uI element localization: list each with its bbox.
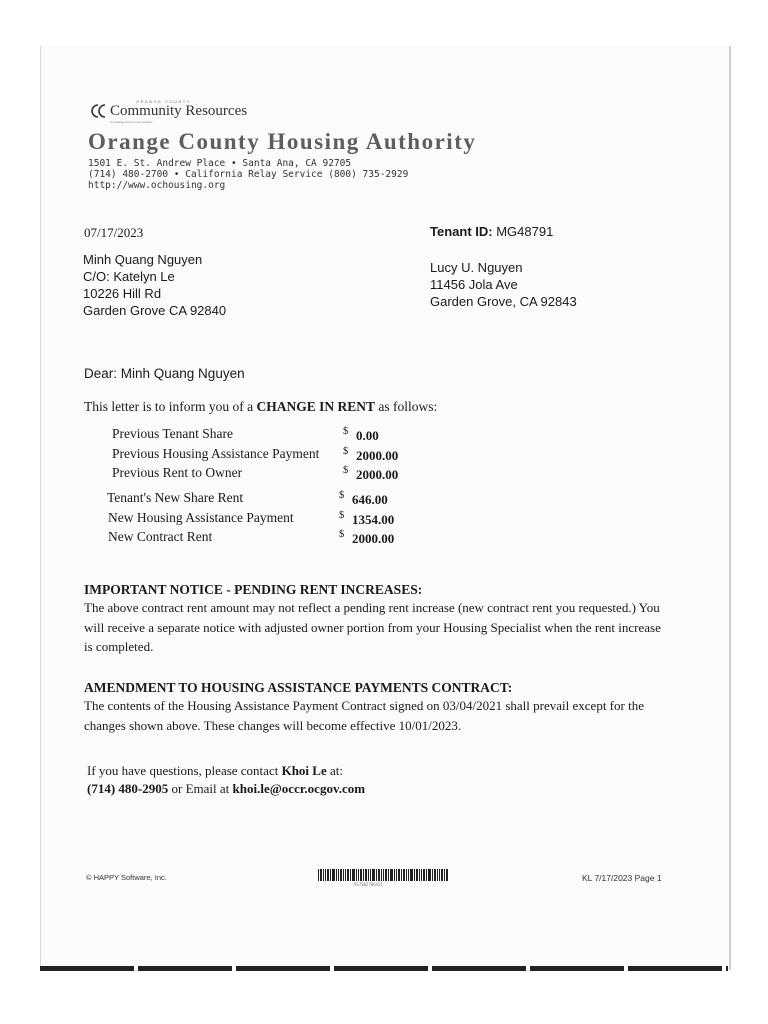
rent-label: New Housing Assistance Payment xyxy=(108,510,294,525)
cc-logo-icon xyxy=(88,102,112,120)
rent-amount: 2000.00 xyxy=(352,531,395,546)
tenant-id xyxy=(430,224,553,239)
dollar-sign: $ xyxy=(343,465,349,476)
logo-name: Community Resources xyxy=(110,103,248,119)
recipient-address-line: Minh Quang Nguyen xyxy=(83,252,203,267)
notice-line: is completed. xyxy=(84,639,154,654)
contact-text: If you have questions, please contact xyxy=(87,763,279,778)
dollar-sign: $ xyxy=(339,510,345,521)
tenant-address-line: Lucy U. Nguyen xyxy=(430,260,523,275)
rent-amount: 2000.00 xyxy=(356,467,399,482)
intro-before: This letter is to inform you of a xyxy=(84,399,254,414)
notice-paragraph xyxy=(84,598,684,657)
contact-email: khoi.le@occr.ocgov.com xyxy=(232,781,366,796)
amendment-line: The contents of the Housing Assistance Payment Contract signed on 03/04/2021 shall prevail except for the xyxy=(84,698,644,713)
tenant-id-label: Tenant ID: xyxy=(430,224,493,239)
contact-name: Khoi Le xyxy=(281,763,327,778)
rent-label: Previous Tenant Share xyxy=(112,426,234,441)
organization-website: http://www.ochousing.org xyxy=(88,180,226,191)
footer-meta: KL 7/17/2023 Page 1 xyxy=(582,873,662,883)
contact-line-2 xyxy=(87,781,365,797)
recipient-address-line: 10226 Hill Rd xyxy=(83,286,162,301)
logo-small-top-text: ORANGE COUNTY xyxy=(136,99,191,104)
rent-row xyxy=(108,510,428,530)
organization-phone: (714) 480-2700 • California Relay Service (800) 735-2929 xyxy=(88,169,409,180)
amendment-paragraph xyxy=(84,696,684,735)
rent-row xyxy=(107,490,427,510)
letter-date: 07/17/2023 xyxy=(84,225,144,240)
page-bottom-edge xyxy=(40,966,728,971)
amendment-heading: AMENDMENT TO HOUSING ASSISTANCE PAYMENTS CONTRACT: xyxy=(84,680,513,695)
intro-after: as follows: xyxy=(378,399,438,414)
dollar-sign: $ xyxy=(343,426,349,437)
rent-label: New Contract Rent xyxy=(108,529,213,544)
tenant-address-line: Garden Grove, CA 92843 xyxy=(430,294,577,309)
tenant-address-line: 11456 Jola Ave xyxy=(430,277,518,292)
notice-line: will receive a separate notice with adjusted owner portion from your Housing Specialist when the rent increase xyxy=(84,619,661,635)
notice-line: The above contract rent amount may not reflect a pending rent increase (new contract rent you requested.) You xyxy=(84,600,660,615)
contact-text: at: xyxy=(329,763,343,778)
intro-sentence xyxy=(84,399,437,415)
rent-amount: 0.00 xyxy=(356,428,379,443)
logo-tagline: An Intelligence for Communities xyxy=(110,120,153,124)
rent-row xyxy=(112,446,432,466)
rent-row xyxy=(112,465,432,485)
contact-phone: (714) 480-2905 xyxy=(87,781,169,796)
organization-address: 1501 E. St. Andrew Place • Santa Ana, CA 92705 xyxy=(88,158,352,169)
tenant-id-value: MG48791 xyxy=(496,224,554,239)
community-resources-logo xyxy=(88,99,288,124)
rent-amount: 646.00 xyxy=(352,492,388,507)
recipient-address-line: C/O: Katelyn Le xyxy=(83,269,175,284)
rent-label: Previous Rent to Owner xyxy=(112,465,243,480)
organization-name: Orange County Housing Authority xyxy=(88,129,477,154)
barcode-number: VS7302786421 xyxy=(354,882,383,887)
dollar-sign: $ xyxy=(343,446,349,457)
recipient-address-line: Garden Grove CA 92840 xyxy=(83,303,227,318)
dollar-sign: $ xyxy=(339,490,345,501)
rent-amount: 2000.00 xyxy=(356,448,399,463)
rent-label: Previous Housing Assistance Payment xyxy=(112,446,320,461)
contact-email-prefix: or Email at xyxy=(171,781,230,796)
recipient-address xyxy=(83,251,226,319)
rent-row xyxy=(108,529,428,549)
rent-label: Tenant's New Share Rent xyxy=(107,490,244,505)
contact-line-1 xyxy=(87,763,343,779)
rent-row xyxy=(112,426,432,446)
intro-bold: CHANGE IN RENT xyxy=(256,399,375,414)
tenant-address xyxy=(430,259,577,310)
barcode-icon xyxy=(318,869,448,881)
dollar-sign: $ xyxy=(339,529,345,540)
salutation: Dear: Minh Quang Nguyen xyxy=(84,366,245,381)
amendment-line: changes shown above. These changes will become effective 10/01/2023. xyxy=(84,717,462,733)
notice-heading: IMPORTANT NOTICE - PENDING RENT INCREASES: xyxy=(84,582,423,597)
rent-amount: 1354.00 xyxy=(352,512,395,527)
footer-copyright: © HAPPY Software, Inc. xyxy=(86,873,167,882)
